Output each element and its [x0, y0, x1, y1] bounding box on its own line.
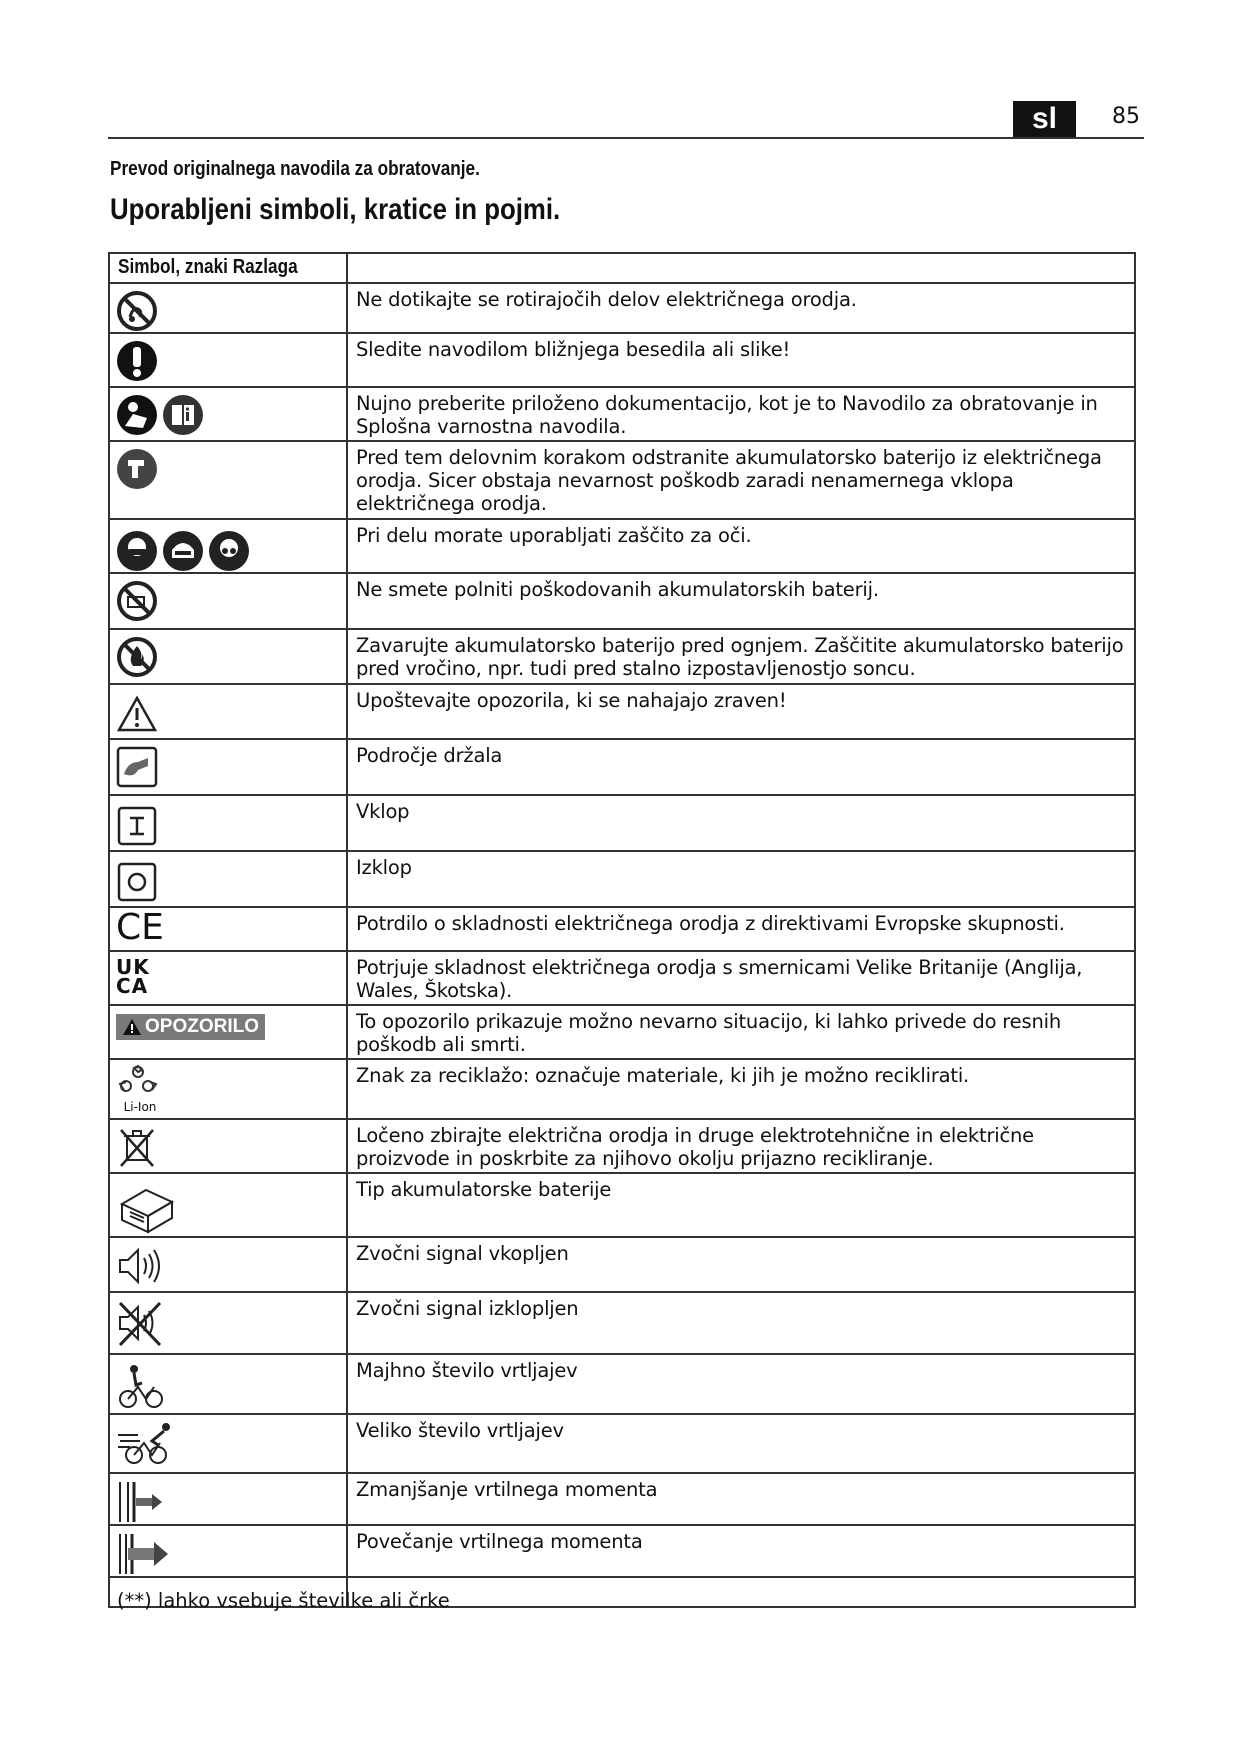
- table-row: [109, 387, 1135, 441]
- row-description: Ne dotikajte se rotirajočih delov električnega orodja.: [347, 283, 1135, 333]
- row-description: Potrjuje skladnost električnega orodja s smernicami Velike Britanije (Anglija, Wales, Škotska).: [347, 951, 1135, 1005]
- sound-on-icon: [116, 1244, 164, 1288]
- row-description: To opozorilo prikazuje možno nevarno situacijo, ki lahko privede do resnih poškodb ali smrti.: [347, 1005, 1135, 1059]
- warning-label-icon: OPOZORILO: [116, 1014, 265, 1040]
- table-row: [109, 333, 1135, 387]
- header-rule: [108, 137, 1144, 139]
- safety-goggles-icon: [208, 530, 250, 572]
- row-description: Zmanjšanje vrtilnega momenta: [347, 1473, 1135, 1525]
- no-touch-rotating-icon: [116, 290, 158, 332]
- remove-battery-icon: [116, 448, 158, 490]
- table-header-cell: Simbol, znaki Razlaga: [109, 253, 347, 283]
- table-row: [109, 907, 1135, 951]
- table-row: [109, 1354, 1135, 1414]
- table-row: [109, 1237, 1135, 1292]
- exclamation-icon: [116, 340, 158, 382]
- torque-increase-icon: [116, 1532, 172, 1576]
- table-row: [109, 283, 1135, 333]
- table-row: [109, 684, 1135, 739]
- row-description: Zavarujte akumulatorsko baterijo pred ognjem. Zaščitite akumulatorsko baterijo pred vročino, npr. tudi pred stalno izpostavljenostjo soncu.: [347, 629, 1135, 684]
- table-row: [109, 1173, 1135, 1237]
- table-row: [109, 739, 1135, 795]
- no-charging-damaged-battery-icon: [116, 580, 158, 622]
- table-row: [109, 1059, 1135, 1119]
- row-description: Zvočni signal vkopljen: [347, 1237, 1135, 1292]
- row-description: Majhno število vrtljajev: [347, 1354, 1135, 1414]
- table-row: [109, 573, 1135, 629]
- row-description: Vklop: [347, 795, 1135, 851]
- table-row: [109, 1005, 1135, 1059]
- warning-small-icon: [122, 1018, 142, 1036]
- row-description: Upoštevajte opozorila, ki se nahajajo zraven!: [347, 684, 1135, 739]
- table-row: [109, 795, 1135, 851]
- power-on-icon: [116, 805, 158, 847]
- row-description: Področje držala: [347, 739, 1135, 795]
- row-description: Zvočni signal izklopljen: [347, 1292, 1135, 1354]
- row-description: Pred tem delovnim korakom odstranite akumulatorsko baterijo iz električnega orodja. Sicer obstaja nevarnost poškodb zaradi nenamernega vklopa električnega orodja.: [347, 441, 1135, 519]
- recycling-li-ion-icon: Li-Ion: [116, 1064, 164, 1114]
- row-description: Veliko število vrtljajev: [347, 1414, 1135, 1473]
- row-description: Izklop: [347, 851, 1135, 907]
- table-row: [109, 851, 1135, 907]
- table-row: [109, 629, 1135, 684]
- read-manual-icon: [116, 394, 158, 436]
- weee-bin-icon: [116, 1126, 158, 1170]
- language-badge: sl: [1013, 101, 1076, 137]
- ce-mark-icon: CE: [116, 907, 164, 948]
- document-subtitle: Prevod originalnega navodila za obratovanje.: [110, 158, 480, 180]
- row-description: Povečanje vrtilnega momenta: [347, 1525, 1135, 1577]
- row-description: Tip akumulatorske baterije: [347, 1173, 1135, 1237]
- row-description: Sledite navodilom bližnjega besedila ali slike!: [347, 333, 1135, 387]
- footnote: (**) lahko vsebuje številke ali črke: [117, 1589, 450, 1612]
- table-row: [109, 1525, 1135, 1577]
- table-row: [109, 1414, 1135, 1473]
- warning-triangle-icon: [116, 695, 158, 733]
- battery-type-icon: [116, 1184, 178, 1234]
- row-description: Znak za reciklažo: označuje materiale, ki jih je možno reciklirati.: [347, 1059, 1135, 1119]
- high-speed-icon: [116, 1421, 176, 1467]
- table-row: [109, 951, 1135, 1005]
- page-number: 85: [1112, 104, 1140, 129]
- row-description: Ne smete polniti poškodovanih akumulatorskih baterij.: [347, 573, 1135, 629]
- no-fire-icon: [116, 636, 158, 678]
- sound-off-icon: [116, 1299, 164, 1349]
- eye-protection-icon: [116, 530, 158, 572]
- table-row: [109, 519, 1135, 573]
- table-row: [109, 1119, 1135, 1173]
- ukca-mark-icon: UK CA: [116, 955, 150, 998]
- row-description: Pri delu morate uporabljati zaščito za oči.: [347, 519, 1135, 573]
- row-description: Ločeno zbirajte električna orodja in druge elektrotehnične in električne proizvode in poskrbite za njihovo okolju prijazno recikliranje.: [347, 1119, 1135, 1173]
- face-shield-icon: [162, 530, 204, 572]
- row-description: Nujno preberite priloženo dokumentacijo, kot je to Navodilo za obratovanje in Splošna varnostna navodila.: [347, 387, 1135, 441]
- symbols-table: [108, 252, 1136, 1608]
- table-row: [109, 1292, 1135, 1354]
- manual-info-icon: [162, 394, 204, 436]
- torque-decrease-icon: [116, 1480, 168, 1524]
- power-off-icon: [116, 861, 158, 903]
- table-row: [109, 1473, 1135, 1525]
- row-description: Potrdilo o skladnosti električnega orodja z direktivami Evropske skupnosti.: [347, 907, 1135, 951]
- recycle-arrows-icon: [116, 1064, 160, 1100]
- table-row: [109, 441, 1135, 519]
- page-title: Uporabljeni simboli, kratice in pojmi.: [110, 193, 561, 226]
- table-header-row: [109, 253, 1135, 283]
- grip-area-icon: [116, 746, 158, 788]
- low-speed-icon: [116, 1361, 166, 1411]
